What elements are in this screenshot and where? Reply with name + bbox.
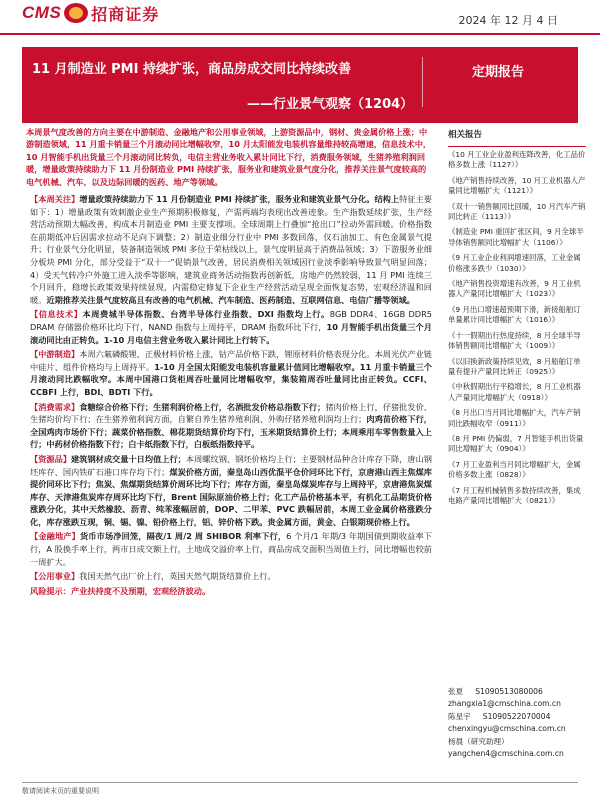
author-license-id: S1090513080006 [475,687,543,696]
section-tag: 【信息技术】 [30,309,83,320]
author-name: 张夏 S1090513080006 [448,687,543,696]
section-body: 本周螺纹钢、钢坯价格均上行；主要钢材品种合计库存下降，唐山钢坯库存、国内铁矿石港口库存均下行； [30,453,432,477]
sidebar [448,124,586,508]
section-paragraph [22,399,436,451]
section-lead: 增量政策持续助力下 11 月份制造业 PMI 持续扩张，服务业和建筑业景气分化。结构上 [79,194,400,205]
author-email[interactable]: zhangxia1@cmschina.com.cn [448,699,561,709]
footer-divider [22,782,578,783]
section-body: 6 个月/1 年期/3 年期国债到期收益率下行，A 股换手率上行，两市日成交额上行，土地成交溢价率上行，商品房成交面积当周值上行，同比增幅也较前一周扩大。 [30,531,432,567]
main-content [22,124,436,597]
section-body: 8GB DDR4、16GB DDR5 DRAM 存储器价格环比均下行，NAND 指数与上周持平，DRAM 指数环比下行， [30,309,432,332]
banner-divider [422,57,423,107]
section-lead: 建筑钢材成交量十日均值上行； [71,453,186,464]
author-email[interactable]: yangchen4@cmschina.com.cn [448,749,564,759]
section-paragraph [22,528,436,568]
related-reports-list [448,147,586,508]
related-report-link[interactable]: 《地产销售投资增速有改善，9 月工业机器人产量同比增幅扩大（1023）》 [448,279,581,299]
section-body: 特征主要如下：1）增量政策有效刺激企业生产预期积极修复，产需两端均表现出改善迹象。生产指数延续扩张，生产经营活动预期大幅改善，构成本月制造业 PMI 主要支撑项。全球周期上行叠加“抢出口”拉动外需回暖。价格指数在前期低冲后因需求拉动不足向下调整；2）制造业细分行业中 PMI 多数回落，仅石油加工、有色金属景气提升；行业景气分化明显，装备制造领域 PMI 多位于荣枯线以上，景气度明显高于消费品领域；3）下游服务业细分板块 PMI 分化，部分受益于“双十一”促销景气改善，居民消费相关领域因行业淡季影响导致景气明显回落；4）受天气转冷户外施工进入淡季等影响，建筑业商务活动指数再创新低，房地产仍然较弱，11 月 PMI 连续三个月回升，稳增长政策效果持续显现，内需稳定修复下企业生产经营活动呈现全面恢复态势，宏观经济温和回暖。 [30,194,432,305]
footer-note: 敬请阅读末页的重要说明 [22,787,99,795]
related-report-link[interactable]: 《7 月工业盈利当月同比增幅扩大，金属价格多数上涨（0828）》 [448,459,581,480]
section-body: 我国天然气出厂价上行，英国天然气期货结算价上行。 [79,571,276,582]
related-report-link[interactable]: 《8 月 PMI 仍偏弱，7 月智能手机出货量同比增幅扩大（0904）》 [448,433,584,454]
report-type: 定期报告 [472,65,525,80]
related-report-link[interactable]: 《制造业 PMI 重回扩张区间，9 月全球半导体销售额同比增幅扩大（1106）》 [448,227,584,247]
related-report-link[interactable]: 《十一假期出行热度持续，8 月全球半导体销售额同比增幅扩大（1009）》 [448,330,581,351]
section-paragraph [22,306,436,346]
author-block [448,686,586,760]
logo-latin: CMS [22,3,62,22]
section-body: 猪肉价格上行，仔猪批发价、生猪均价均下行；在生猪养殖利润方面，自繁自养生猪养殖利润、外购仔猪养殖利润均上行； [30,401,432,425]
section-tag: 【公用事业】 [30,571,80,582]
section-tag: 【资源品】 [30,453,72,464]
author-name: 杨晨（研究助理） [448,736,509,746]
related-report-link[interactable]: 《10 月工业企业盈利连降改善，化工品价格多数上涨（1127）》 [448,150,586,170]
summary-paragraph: 本周景气度改善的方向主要在中游制造、金融地产和公用事业领域，上游资源品中，钢材、贵金属价格上涨；中游制造领域，11 月重卡销量三个月滚动同比增幅收窄，10 月太阳能发电装机容量维持较高增速，信息技术中，10 月智能手机出货量三个月滚动同比转负，电信主营业务收入累计同比下行，消费服务领域，生猪养殖利润回暖，增量政策持续助力下 11 月份制造业 PMI 持续扩张，服务业和建筑业景气度分化，推荐关注景气度较高的电气机械、汽车、以及边际回暖的医药、地产等领域。 [26,127,432,187]
section-lead: 食糖综合价格下行；生猪利润价格上行，名酒批发价格总指数下行； [79,401,326,412]
section-paragraph [22,568,436,583]
section-tail: 近期推荐关注景气度较高且有改善的电气机械、汽车制造、医药制造、互联网信息、电信广播等领域。 [46,294,415,305]
section-tail: 煤炭价格方面，秦皇岛山西优混平仓价同环比下行，京唐港山西主焦煤库提价同环比下行；焦炭、焦煤期货结算价周环比均下行；库存方面，秦皇岛煤炭库存与上周持平，京唐港焦炭煤库存、天津港焦炭库存周环比均下行，Brent 国际原油价格上行；化工产品价格基本平，有机化工品期货价格涨跌分化，其中天然橡胶、沥青、纯苯涨幅居前，DOP、二甲苯、PVC 跌幅居前，本周工业金属价格涨跌分化，库存涨跌互现，铜、锡、镍、铅价格上行，铝、锌价格下跌。贵金属方面，黄金、白银期现价格上行。 [30,466,432,527]
section-tail: 1-10 月全国太阳能发电装机容量累计值同比增幅收窄。11 月重卡销量三个月滚动同比跌幅收窄。本周中国港口货柜周吞吐量同比增幅收窄，集装箱周吞吐量同比由正转负。CCFI、CCBFI 上行，BDI、BDTI 下行。 [30,361,432,397]
related-report-link[interactable]: 《以旧换新政策持续见效，8 月船舶订单量有提升产量同比转正（0925）》 [448,356,581,376]
report-date: 2024 年 12 月 4 日 [458,14,558,27]
header-divider [0,33,600,35]
section-tail: 肉鸡苗价格下行，全国鸡肉市场价下行；蔬菜价格指数、棉花期货结算价均下行，玉米期货结算价上行；本周乘用车零售数量入上行；中药材价格指数下行；白卡纸指数下行，白板纸指数持平。 [30,414,432,450]
section-tail: 10 月智能手机出货量三个月滚动同比由正转负。1-10 月电信主营业务收入累计同比上行转下。 [30,321,432,345]
related-report-link[interactable]: 《9 月工业企业利润增速回落，工业金属价格涨多跌少（1030）》 [448,253,581,273]
section-tag: 【金融地产】 [30,531,80,542]
related-report-link[interactable]: 《地产销售持续改善，10 月工业机器人产量同比增幅扩大（1121）》 [448,175,586,196]
author-license-id: S1090522070004 [482,711,551,721]
title-banner [22,47,578,123]
section-paragraph [22,191,436,306]
related-report-link[interactable]: 《双十一销售额同比回暖，10 月汽车产销同比转正（1113）》 [448,201,586,222]
risk-warning [22,583,436,598]
section-tag: 【本周关注】 [30,194,80,205]
logo-emblem-icon [64,3,88,23]
author-email[interactable]: chenxingyu@cmschina.com.cn [448,724,566,734]
section-paragraph [22,451,436,529]
brand-logo [22,2,159,24]
section-paragraph [22,346,436,398]
report-title: 11 月制造业 PMI 持续扩张，商品房成交同比持续改善 [32,62,351,77]
related-report-link[interactable]: 《9 月出口增速超预期下滑，新接船舶订单量累计同比增幅扩大（1016）》 [448,304,581,325]
section-tag: 【消费需求】 [30,401,80,412]
risk-text: 风险提示：产业扶持度不及预期，宏观经济波动。 [30,585,211,596]
section-tag: 【中游制造】 [30,349,80,360]
section-lead: 货币市场净回笼，隔夜/1 周/2 周 SHIBOR 利率下行， [79,531,287,542]
related-report-link[interactable]: 《7 月工程机械销售多数持续改善，集成电路产量同比增幅扩大（0821）》 [448,485,581,505]
logo-chinese: 招商证券 [91,4,160,24]
page-header [0,0,600,36]
related-report-link[interactable]: 《中秋假期出行平稳增长，8 月工业机器人产量同比增幅扩大（0918）》 [448,382,581,402]
related-reports-title: 相关报告 [448,124,586,147]
section-body: 本周六氟磷酸锂、正极材料价格上涨，钴产品价格下跌，锂原材料价格表现分化。本周光伏产业链中硅片、组件价格均与上周持平。 [30,349,432,372]
related-report-link[interactable]: 《8 月出口当月同比增幅扩大，汽车产销同比跌幅收窄（0911）》 [448,408,581,428]
section-list [22,191,436,583]
author-name: 陈星宇 S1090522070004 [448,711,551,721]
report-subtitle: ——行业景气观察（1204） [247,97,414,112]
section-lead: 本周费城半导体指数、台湾半导体行业指数、DXI 指数均上行。 [82,309,330,320]
